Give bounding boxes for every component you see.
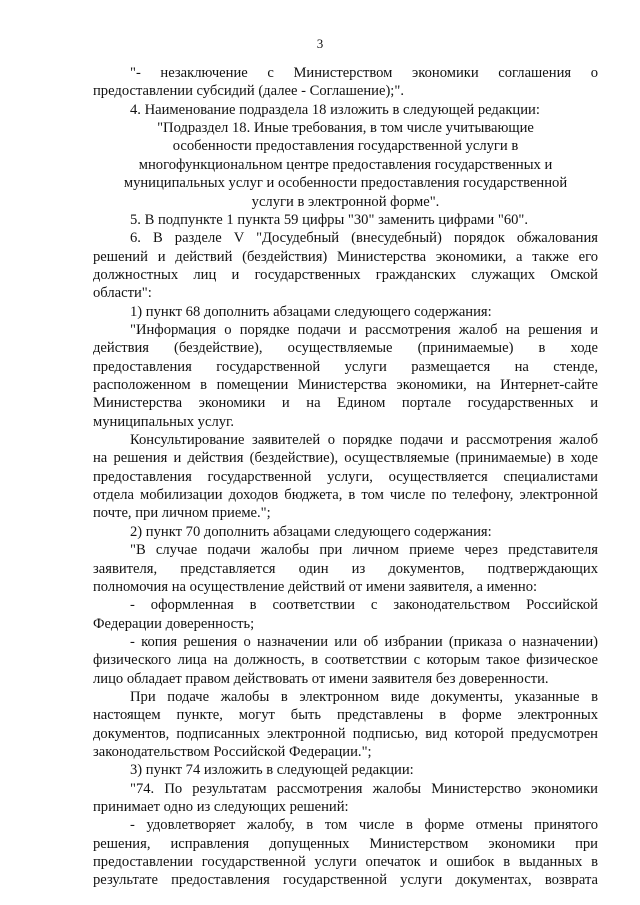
text-line: 6. В разделе V "Досудебный (внесудебный) порядок обжалования: [130, 230, 598, 247]
text-line: "Подраздел 18. Иные требования, в том числе учитывающие: [157, 120, 534, 137]
text-line: Федерации доверенность;: [93, 615, 255, 632]
text-line: предоставления государственной услуги, осуществляется специалистами: [93, 468, 598, 485]
text-line: предоставления государственной услуги размещается на стенде,: [93, 358, 598, 375]
text-line: расположенном в помещении Министерства экономики, на Интернет-сайте: [93, 377, 598, 393]
text-line: "В случае подачи жалобы при личном приеме через представителя: [130, 542, 598, 559]
text-line: "- незаключение с Министерством экономики соглашения о: [130, 65, 598, 81]
text-line: 4. Наименование подраздела 18 изложить в следующей редакции:: [130, 101, 540, 118]
text-line: При подаче жалобы в электронном виде документы, указанные в: [130, 688, 598, 705]
text-line: области":: [93, 285, 152, 302]
text-line: предоставлении государственной услуги опечаток и ошибок в выданных в: [93, 854, 598, 871]
text-line: законодательством Российской Федерации.";: [93, 744, 372, 760]
text-line: физического лица на должность, в соответствии с которым такое физическое: [93, 652, 598, 669]
text-line: отдела мобилизации доходов бюджета, в том числе по телефону, электронной: [93, 487, 598, 504]
text-line: муниципальных услуг.: [93, 413, 235, 430]
text-line: решения, исправления допущенных Министерством экономики при: [93, 835, 598, 852]
text-line: настоящем пункте, могут быть представлены в форме электронных: [93, 707, 598, 724]
text-line: муниципальных услуг и особенности предоставления государственной: [123, 175, 568, 192]
text-line: Министерства экономики и на Едином портале государственных и: [93, 395, 598, 412]
text-line: результате предоставления государственной услуги документах, возврата: [93, 872, 598, 889]
text-line: принимает одно из следующих решений:: [93, 799, 349, 815]
text-line: Консультирование заявителей о порядке подачи и рассмотрения жалоб: [130, 432, 598, 448]
text-line: 2) пункт 70 дополнить абзацами следующего содержания:: [130, 523, 492, 540]
text-line: "74. По результатам рассмотрения жалобы Министерство экономики: [130, 780, 598, 797]
text-line: предоставлении субсидий (далее - Соглашение);".: [93, 83, 404, 100]
text-line: услуги в электронной форме".: [251, 193, 440, 210]
text-line: решений и действий (бездействия) Министерства экономики, а также его: [93, 248, 598, 265]
text-line: лицо обладает правом действовать от имени заявителя без доверенности.: [93, 670, 549, 687]
text-line: почте, при личном приеме.";: [93, 505, 271, 522]
text-line: - копия решения о назначении или об избрании (приказа о назначении): [130, 633, 598, 650]
text-line: документов, подписанных электронной подписью, вид которой предусмотрен: [93, 725, 598, 742]
text-line: 1) пункт 68 дополнить абзацами следующего содержания:: [130, 303, 492, 320]
text-line: - оформленная в соответствии с законодательством Российской: [130, 597, 598, 614]
text-line: - удовлетворяет жалобу, в том числе в форме отмены принятого: [130, 817, 598, 834]
text-line: 5. В подпункте 1 пункта 59 цифры "30" заменить цифрами "60".: [130, 211, 529, 228]
text-line: полномочия на осуществление действий от имени заявителя, а именно:: [93, 578, 538, 595]
text-line: "Информация о порядке подачи и рассмотрения жалоб на решения и: [130, 321, 598, 338]
text-line: 3) пункт 74 изложить в следующей редакции:: [130, 762, 414, 779]
text-line: действия (бездействие), осуществляемые (принимаемые) в ходе: [93, 340, 598, 357]
text-line: на решения и действия (бездействие), осуществляемые (принимаемые) в ходе: [93, 450, 598, 467]
text-line: многофункциональном центре предоставления государственных и: [138, 156, 553, 173]
page-number: 3: [316, 36, 324, 51]
text-line: особенности предоставления государственной услуги в: [172, 138, 519, 155]
text-line: заявителя, представляется один из документов, подтверждающих: [93, 560, 598, 577]
text-line: должностных лиц и государственных гражданских служащих Омской: [93, 266, 598, 283]
